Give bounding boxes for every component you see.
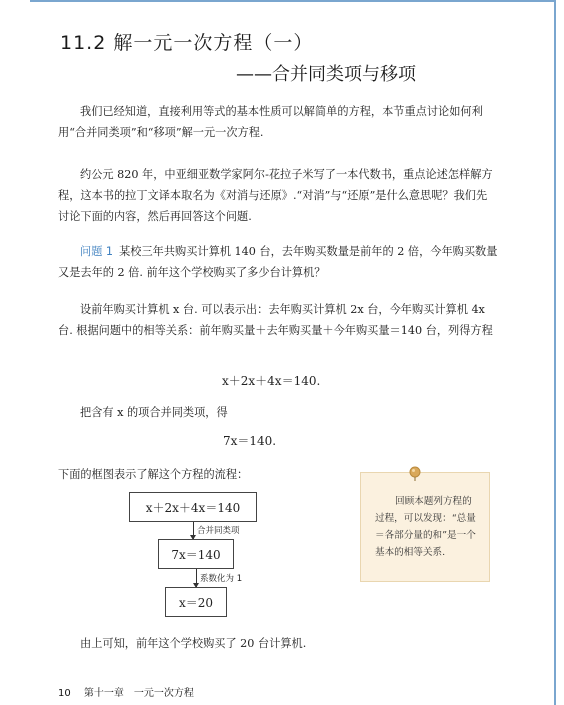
flow-arrow-down-icon bbox=[196, 569, 197, 587]
problem-paragraph bbox=[58, 241, 498, 283]
flow-arrow-down-icon bbox=[193, 522, 194, 539]
flow-step-combine: 合并同类项 bbox=[197, 526, 240, 536]
flow-intro-paragraph: 下面的框图表示了解这个方程的流程： bbox=[58, 468, 249, 481]
page-frame-top bbox=[30, 0, 556, 2]
section-subtitle: ——合并同类项与移项 bbox=[236, 64, 416, 85]
intro-paragraph: 我们已经知道，直接利用等式的基本性质可以解简单的方程，本节重点讨论如何利用“合并同类项”和“移项”解一元一次方程. bbox=[58, 105, 483, 139]
problem-label: 问题 1 bbox=[80, 245, 114, 258]
combine-paragraph: 把含有 x 的项合并同类项，得 bbox=[80, 406, 228, 419]
flow-box-solution: x＝20 bbox=[165, 587, 227, 617]
pushpin-icon bbox=[407, 466, 423, 482]
equation-original: x＋2x＋4x＝140. bbox=[222, 374, 321, 388]
section-title: 11.2 解一元一次方程（一） bbox=[60, 32, 314, 54]
chapter-name: 第十一章 一元一次方程 bbox=[83, 688, 194, 699]
history-paragraph: 约公元 820 年，中亚细亚数学家阿尔-花拉子米写了一本代数书，重点论述怎样解方程，这本书的拉丁文译本取名为《对消与还原》.“对消”与“还原”是什么意思呢？我们先讨论下面的内容，然后再回答这个问题. bbox=[58, 168, 493, 223]
flow-box-equation: x＋2x＋4x＝140 bbox=[129, 492, 257, 522]
page-number: 10 bbox=[58, 688, 71, 699]
flow-step-coefficient: 系数化为 1 bbox=[200, 574, 243, 584]
page-frame-right bbox=[554, 0, 556, 705]
side-note: 回顾本题列方程的过程，可以发现：“总量＝各部分量的和”是一个基本的相等关系. bbox=[360, 472, 490, 582]
problem-text: 某校三年共购买计算机 140 台，去年购买数量是前年的 2 倍，今年购买数量又是去年的 2 倍. 前年这个学校购买了多少台计算机？ bbox=[58, 245, 498, 279]
page-footer bbox=[58, 684, 194, 699]
conclusion-paragraph: 由上可知，前年这个学校购买了 20 台计算机. bbox=[80, 637, 307, 650]
flow-box-combined: 7x＝140 bbox=[158, 539, 234, 569]
setup-paragraph: 设前年购买计算机 x 台. 可以表示出：去年购买计算机 2x 台，今年购买计算机 4x 台. 根据问题中的相等关系：前年购买量＋去年购买量＋今年购买量＝140 台，列得方程 bbox=[58, 303, 493, 337]
equation-combined: 7x＝140. bbox=[223, 434, 277, 448]
